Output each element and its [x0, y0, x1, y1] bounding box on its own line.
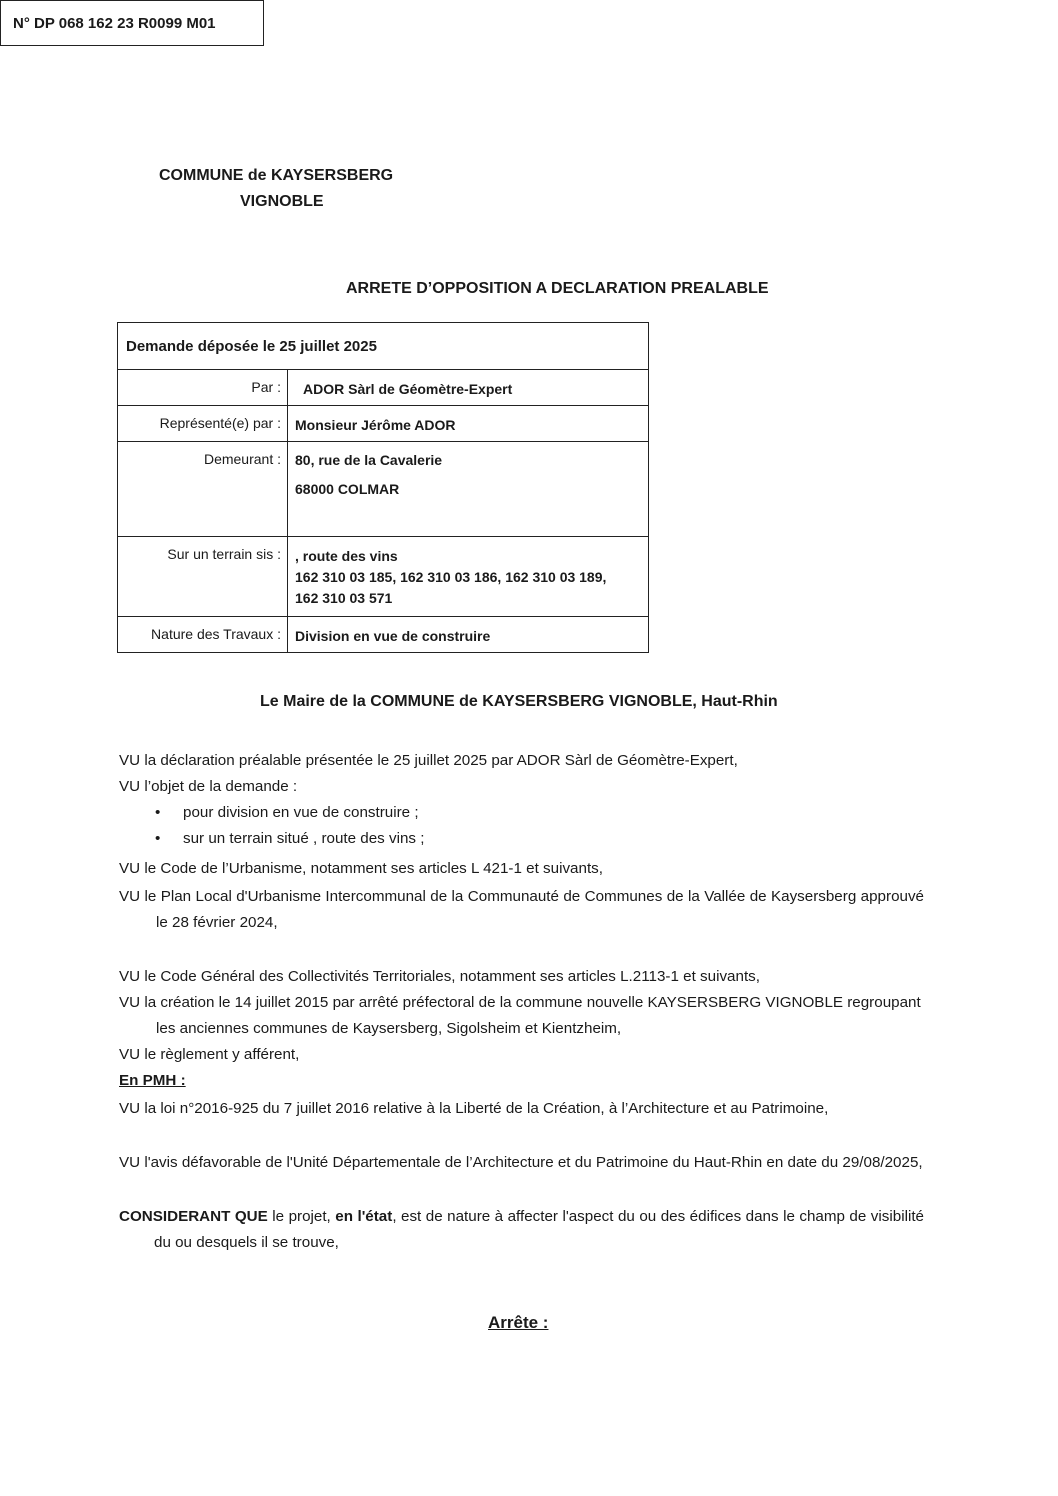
value-demeurant: [288, 442, 649, 537]
bullet-terrain: sur un terrain situé , route des vins ;: [183, 830, 425, 847]
vu-reglement: VU le règlement y afférent,: [119, 1046, 300, 1063]
reference-number: N° DP 068 162 23 R0099 M01: [0, 0, 264, 46]
deposit-date: Demande déposée le 25 juillet 2025: [118, 323, 649, 370]
request-table: [117, 322, 649, 653]
maire-heading: Le Maire de la COMMUNE de KAYSERSBERG VIGNOBLE, Haut-Rhin: [260, 693, 778, 710]
arrete-heading: Arrête :: [488, 1313, 549, 1332]
vu-declaration: VU la déclaration préalable présentée le 25 juillet 2025 par ADOR Sàrl de Géomètre-Expert,: [119, 752, 738, 769]
label-demeurant: Demeurant :: [118, 442, 288, 537]
document-title: ARRETE D’OPPOSITION A DECLARATION PREALABLE: [346, 280, 769, 297]
pmh-heading: En PMH :: [119, 1072, 186, 1089]
table-row: [118, 370, 649, 406]
terrain-line2: 162 310 03 185, 162 310 03 186, 162 310 03 189,: [295, 569, 607, 585]
deposit-row: [118, 323, 649, 370]
label-nature: Nature des Travaux :: [118, 617, 288, 653]
table-row: [118, 537, 649, 617]
terrain-line3: 162 310 03 571: [295, 590, 393, 606]
commune-line1: COMMUNE de KAYSERSBERG: [159, 167, 394, 184]
table-row: [118, 406, 649, 442]
value-par: ADOR Sàrl de Géomètre-Expert: [288, 370, 649, 406]
address-line1: 80, rue de la Cavalerie: [295, 452, 443, 468]
vu-creation-text: VU la création le 14 juillet 2015 par arrêté préfectoral de la commune nouvelle KAYSERSBERG VIGNOBLE regroupant les anciennes communes de Kaysersberg, Sigolsheim et Kientzheim,: [119, 994, 921, 1037]
vu-loi: [119, 1096, 924, 1122]
vu-cgct: VU le Code Général des Collectivités Territoriales, notamment ses articles L.2113-1 et suivants,: [119, 968, 760, 985]
considerant-label: CONSIDERANT QUE: [119, 1208, 268, 1225]
commune-line2: VIGNOBLE: [240, 193, 324, 210]
list-item: • pour division en vue de construire ;: [155, 804, 419, 821]
table-row: [118, 617, 649, 653]
bullet-division: pour division en vue de construire ;: [183, 804, 419, 821]
vu-loi-text: VU la loi n°2016-925 du 7 juillet 2016 relative à la Liberté de la Création, à l’Architecture et au Patrimoine,: [119, 1100, 829, 1117]
vu-avis-text: VU l'avis défavorable de l'Unité Départementale de l’Architecture et du Patrimoine du Haut-Rhin en date du 29/08/2025,: [119, 1154, 923, 1171]
label-represente: Représenté(e) par :: [118, 406, 288, 442]
considerant-etat: en l'état: [335, 1208, 393, 1225]
value-terrain: [288, 537, 649, 617]
table-row: [118, 442, 649, 537]
label-par: Par :: [118, 370, 288, 406]
vu-avis: [119, 1150, 924, 1176]
list-item: • sur un terrain situé , route des vins ;: [155, 830, 425, 847]
considerant-part-a: le projet,: [267, 1208, 336, 1225]
label-terrain: Sur un terrain sis :: [118, 537, 288, 617]
vu-plu-text: VU le Plan Local d'Urbanisme Intercommunal de la Communauté de Communes de la Vallée de Kaysersberg approuvé le 28 février 2024,: [119, 888, 924, 931]
value-nature: Division en vue de construire: [288, 617, 649, 653]
vu-objet: VU l’objet de la demande :: [119, 778, 298, 795]
commune-header: [159, 163, 393, 215]
terrain-line1: , route des vins: [295, 548, 398, 564]
vu-plu: [119, 884, 924, 936]
considerant: [119, 1204, 924, 1256]
value-represente: Monsieur Jérôme ADOR: [288, 406, 649, 442]
vu-creation: [119, 990, 924, 1042]
address-line2: 68000 COLMAR: [295, 481, 400, 497]
vu-code-urbanisme: VU le Code de l’Urbanisme, notamment ses articles L 421-1 et suivants,: [119, 860, 603, 877]
considerant-text: [119, 1204, 924, 1256]
considerant-part-b: , est de nature à affecter l'aspect du ou des édifices dans le champ de visibilité du ou desquels il se trouve,: [154, 1208, 924, 1251]
